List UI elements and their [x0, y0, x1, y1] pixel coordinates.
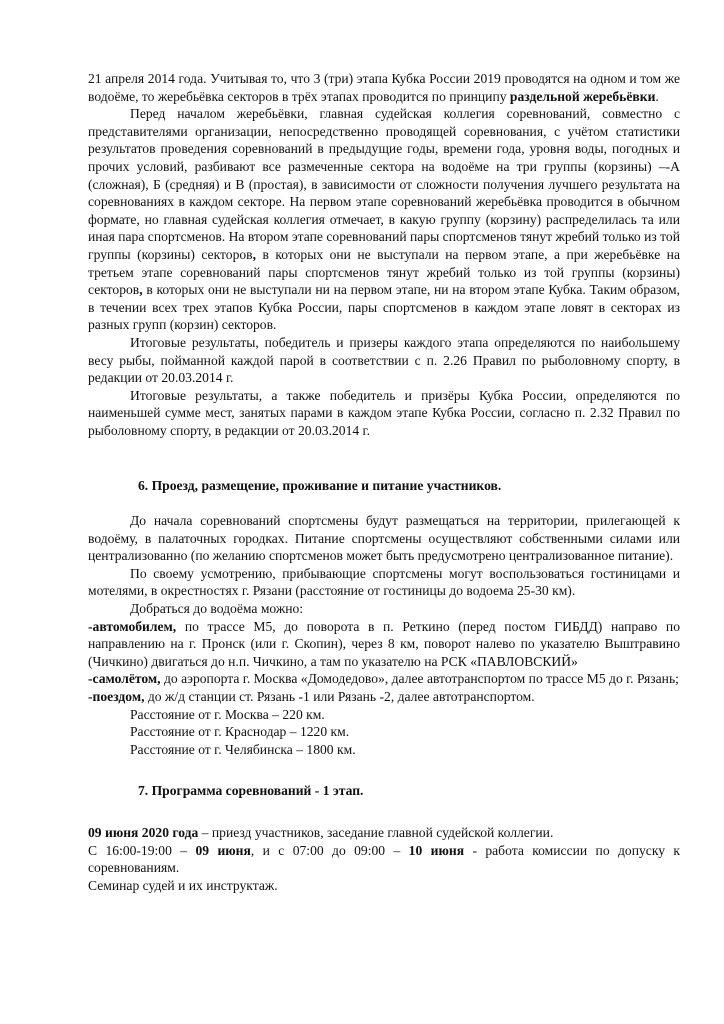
- schedule-admission: [88, 842, 680, 877]
- paragraph-cup-results: Итоговые результаты, а также победитель и призёры Кубка России, определяются по наименьшей сумме мест, занятых парами в каждом этапе Кубка России, согласно п. 2.32 Правил по рыболовному спорту, в редакции от 20.03.2014 г.: [88, 387, 680, 438]
- route-text: до аэропорта г. Москва «Домодедово», далее автотранспортом по трассе М5 до г. Рязань;: [160, 671, 679, 687]
- distance-moscow: Расстояние от г. Москва – 220 км.: [130, 706, 325, 722]
- schedule-text: С 16:00-19:00 –: [88, 842, 196, 858]
- route-by-train: [88, 688, 680, 706]
- paragraph-draw-principle: [88, 70, 680, 105]
- paragraph-hotels: По своему усмотрению, прибывающие спортсмены могут воспользоваться гостиницами и мотелями, в окрестностях г. Рязани (расстояние от гостиницы до водоема 25-30 км).: [88, 565, 680, 599]
- route-label: -автомобилем,: [88, 618, 177, 634]
- schedule-date: 09 июня 2020 года: [88, 824, 199, 840]
- bold-comma: ,: [139, 282, 143, 298]
- schedule-arrival: [88, 824, 680, 842]
- schedule-text: - работа комиссии по допуску к соревнованиям.: [88, 842, 681, 876]
- distance-krasnodar: Расстояние от г. Краснодар – 1220 км.: [130, 724, 350, 740]
- paragraph-text: 21 апреля 2014 года. Учитывая то, что 3 (три) этапа Кубка России 2019 проводятся на одном и том же водоёме, то жеребьёвка секторов в трёх этапах проводится по принципу: [88, 71, 680, 104]
- route-label: -поездом,: [88, 689, 145, 704]
- paragraph-stage-results: Итоговые результаты, победитель и призеры каждого этапа определяются по наибольшему весу рыбы, пойманной каждой парой в соответствии с п. 2.26 Правил по рыболовному спорту, в редакции от 20.03.2014 г.: [88, 334, 680, 386]
- paragraph-text: Перед началом жеребьёвки, главная судейская коллегия соревнований, совместно с представителями организации, непосредственно проводящей соревнования, с учётом статистики результатов проведения соревнований в предыдущие годы, времени года, уровня воды, погодных и прочих условий, разбивают все размеченные сектора на водоёме на три группы (корзины) –-А (сложная), Б (средняя) и В (простая), в зависимости от сложности получения лучшего результата на соревнованиях в каждом секторе. На первом этапе соревнований жеребьёвка проводится в обычном формате, но главная судейская коллегия отмечает, в какую группу (корзину) распределилась та или иная пара спортсменов. На втором этапе соревнований пары спортсменов тянут жребий только из той группы (корзины) секторов: [88, 106, 680, 262]
- paragraph-accommodation: До начала соревнований спортсмены будут размещаться на территории, прилегающей к водоёму, в палаточных городках. Питание спортсмены осуществляют собственными силами или централизованно (по желанию спортсменов может быть предусмотрено централизованное питание).: [88, 513, 680, 564]
- paragraph-end: .: [655, 88, 659, 104]
- bold-term: раздельной жеребьёвки: [509, 88, 656, 104]
- section-7-heading: 7. Программа соревнований - 1 этап.: [138, 783, 364, 799]
- bold-comma: ,: [252, 246, 256, 262]
- paragraph-text: в которых они не выступали на первом этапе, а при жеребьёвке на третьем этапе соревнований пары спортсменов тянут жребий только из той группы (корзины) секторов: [88, 246, 680, 298]
- paragraph-how-to-reach: Добраться до водоёма можно:: [130, 601, 304, 617]
- paragraph-text: в которых они не выступали ни на первом этапе, ни на втором этапе Кубка. Таким образом, в течении всех трех этапов Кубка России, пары спортсменов в каждом этапе ловят в секторах из разных групп (корзин) секторов.: [88, 282, 680, 333]
- schedule-text: – приезд участников, заседание главной судейской коллегии.: [198, 824, 554, 840]
- schedule-date: 09 июня: [195, 842, 251, 858]
- route-by-plane: [88, 670, 680, 688]
- route-text: до ж/д станции ст. Рязань -1 или Рязань -2, далее автотранспортом.: [144, 689, 535, 704]
- schedule-seminar: Семинар судей и их инструктаж.: [88, 877, 278, 893]
- schedule-text: , и с 07:00 до 09:00 –: [250, 842, 409, 858]
- document-page: [88, 70, 680, 894]
- route-label: -самолётом,: [88, 671, 161, 687]
- paragraph-draw-procedure: [88, 105, 680, 334]
- route-text: по трассе М5, до поворота в п. Реткино (перед постом ГИБДД) направо по направлению на г. Пронск (или г. Скопин), через 8 км, поворот налево по указателю Выштравино (Чичкино) двигаться до н.п. Чичкино, а там по указателю на РСК «ПАВЛОВСКИЙ»: [88, 618, 680, 669]
- schedule-date: 10 июня: [408, 842, 465, 858]
- section-6-heading: 6. Проезд, размещение, проживание и питание участников.: [138, 478, 502, 494]
- distance-chelyabinsk: Расстояние от г. Челябинска – 1800 км.: [130, 741, 356, 757]
- route-by-car: [88, 618, 680, 671]
